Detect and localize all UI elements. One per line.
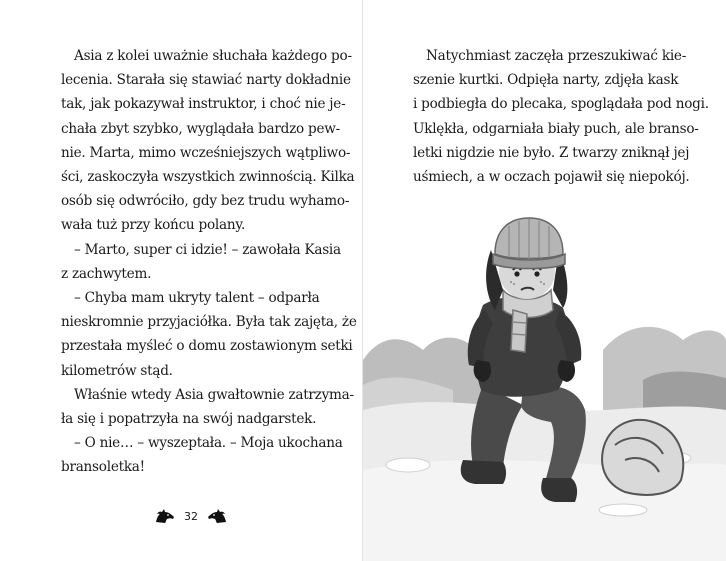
text-line: ła się i popatrzyła na swój nadgarstek. — [61, 411, 317, 428]
right-page — [363, 0, 726, 561]
page-footer — [154, 508, 228, 524]
text-line: osób się odwróciło, gdy bez trudu wyhamo- — [61, 193, 350, 210]
text-line: nieskromnie przyjaciółka. Była tak zajęta, że — [61, 314, 357, 331]
right-page-text — [413, 44, 709, 189]
text-line: – O nie… – wyszeptała. – Moja ukochana — [74, 435, 343, 452]
text-line: kilometrów stąd. — [61, 362, 173, 379]
text-line: szenie kurtki. Odpięła narty, zdjęła kask — [413, 72, 679, 89]
text-line: – Marto, super ci idzie! – zawołała Kasia — [74, 241, 341, 258]
text-line: przestała myśleć o domu zostawionym setki — [61, 338, 353, 355]
text-line: – Chyba mam ukryty talent – odparła — [74, 290, 320, 307]
text-line: ści, zaskoczyła wszystkich zwinnością. Kilka — [61, 169, 355, 186]
text-line: bransoletka! — [61, 459, 145, 476]
left-page-text — [61, 44, 357, 480]
text-line: Natychmiast zaczęła przeszukiwać kie- — [426, 48, 687, 64]
text-line: i podbiegła do plecaka, spoglądała pod nogi. — [413, 96, 709, 113]
text-line: Asia z kolei uważnie słuchała każdego po- — [74, 48, 352, 64]
text-line: z zachwytem. — [61, 265, 152, 282]
text-line: uśmiech, a w oczach pojawił się niepokój. — [413, 169, 690, 186]
text-line: tak, jak pokazywał instruktor, i choć nie je- — [61, 96, 346, 113]
text-line: Uklękła, odgarniała biały puch, ale branso- — [413, 120, 699, 137]
girl-crouching-in-snow-illustration — [363, 210, 726, 561]
text-line: chała zbyt szybko, wyglądała bardzo pew- — [61, 120, 340, 137]
text-line: nie. Marta, mimo wcześniejszych wątpliwo- — [61, 144, 351, 161]
text-line: letki nigdzie nie było. Z twarzy zniknął jej — [413, 144, 690, 161]
page-number: 32 — [184, 509, 198, 523]
horse-head-icon — [154, 508, 176, 524]
text-line: lecenia. Starała się stawiać narty dokładnie — [61, 72, 351, 89]
horse-head-icon — [206, 508, 228, 524]
text-line: wała tuż przy końcu polany. — [61, 217, 246, 234]
text-line: Właśnie wtedy Asia gwałtownie zatrzyma- — [74, 386, 354, 403]
